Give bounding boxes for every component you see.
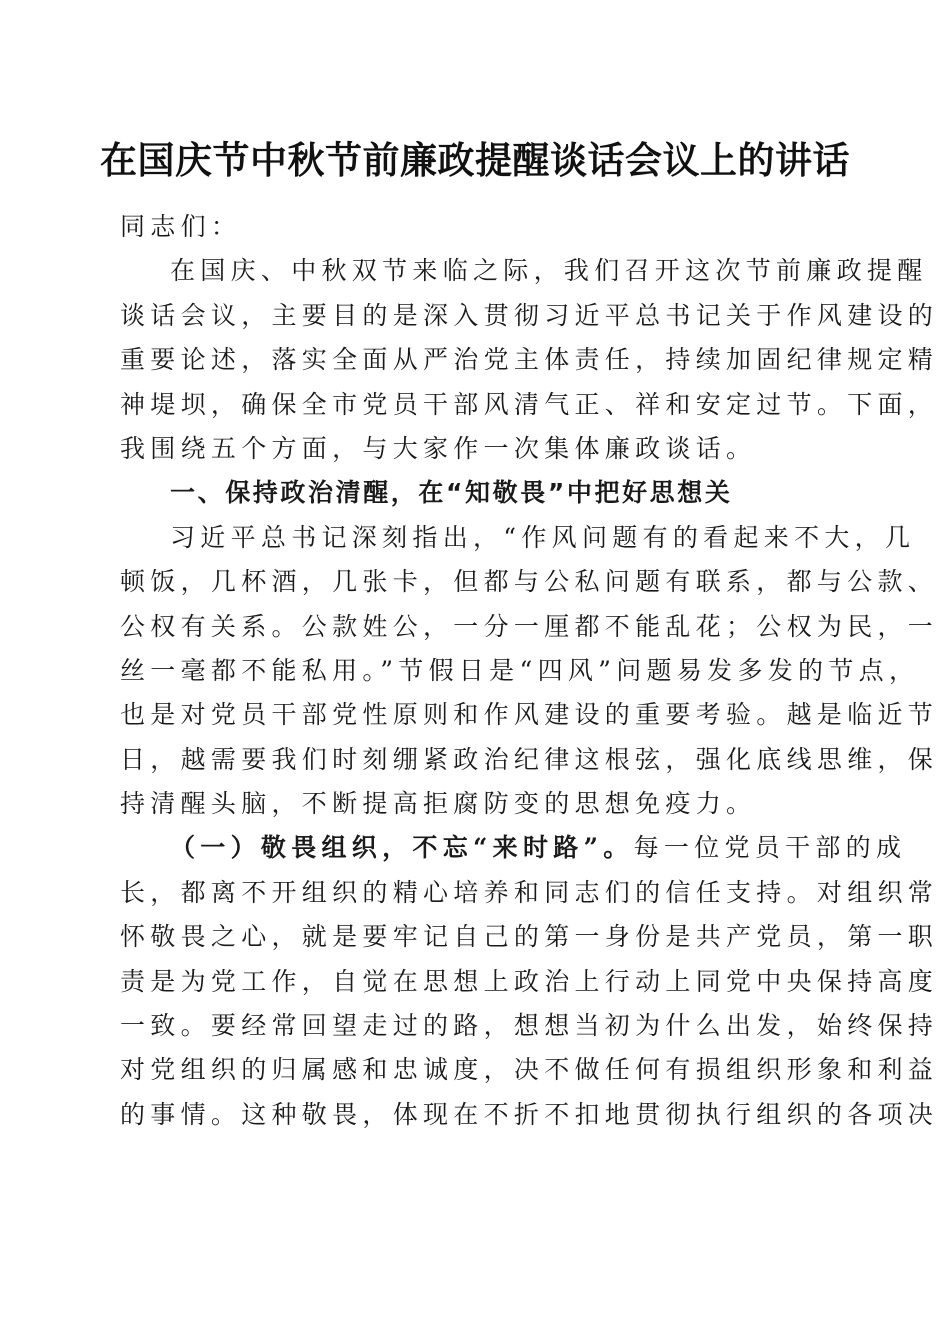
paragraph-line: 在国庆、中秋双节来临之际，我们召开这次节前廉政提醒	[170, 256, 928, 286]
paragraph-line: 重要论述，落实全面从严治党主体责任，持续加固纪律规定精	[120, 345, 939, 375]
paragraph-line: 神堤坝，确保全市党员干部风清气正、祥和安定过节。下面，	[120, 389, 939, 419]
paragraph-line: 一致。要经常回望走过的路，想想当初为什么出发，始终保持	[120, 1011, 939, 1041]
paragraph-line: 的事情。这种敬畏，体现在不折不扣地贯彻执行组织的各项决	[120, 1099, 939, 1129]
paragraph-line: 日，越需要我们时刻绷紧政治纪律这根弦，强化底线思维，保	[120, 744, 939, 774]
document-title: 在国庆节中秋节前廉政提醒谈话会议上的讲话	[100, 138, 850, 182]
paragraph-line: 公权有关系。公款姓公，一分一厘都不能乱花；公权为民，一	[120, 611, 939, 641]
document-body	[120, 205, 939, 1137]
paragraph-line-with-subheading	[120, 826, 907, 870]
paragraph-line: 对党组织的归属感和忠诚度，决不做任何有损组织形象和利益	[120, 1055, 939, 1085]
paragraph-line: 持清醒头脑，不断提高拒腐防变的思想免疫力。	[120, 789, 757, 819]
salutation: 同志们：	[120, 212, 242, 241]
paragraph-text: 每一位党员干部的成	[633, 833, 907, 863]
paragraph-line: 丝一毫都不能私用。”节假日是“四风”问题易发多发的节点，	[120, 655, 920, 685]
paragraph-line: 我围绕五个方面，与大家作一次集体廉政谈话。	[120, 433, 757, 463]
paragraph-line: 顿饭，几杯酒，几张卡，但都与公私问题有联系，都与公款、	[120, 567, 939, 597]
paragraph-line: 谈话会议，主要目的是深入贯彻习近平总书记关于作风建设的	[120, 300, 939, 330]
paragraph-line: 习近平总书记深刻指出，“作风问题有的看起来不大，几	[170, 522, 916, 552]
paragraph-line: 责是为党工作，自觉在思想上政治上行动上同党中央保持高度	[120, 966, 939, 996]
section-heading: 一、保持政治清醒，在“知敬畏”中把好思想关	[170, 478, 733, 508]
subheading: （一）敬畏组织，不忘“来时路”。	[170, 833, 634, 863]
paragraph-line: 长，都离不开组织的精心培养和同志们的信任支持。对组织常	[120, 877, 939, 907]
paragraph-line: 怀敬畏之心，就是要牢记自己的第一身份是共产党员，第一职	[120, 922, 939, 952]
paragraph-line: 也是对党员干部党性原则和作风建设的重要考验。越是临近节	[120, 700, 939, 730]
